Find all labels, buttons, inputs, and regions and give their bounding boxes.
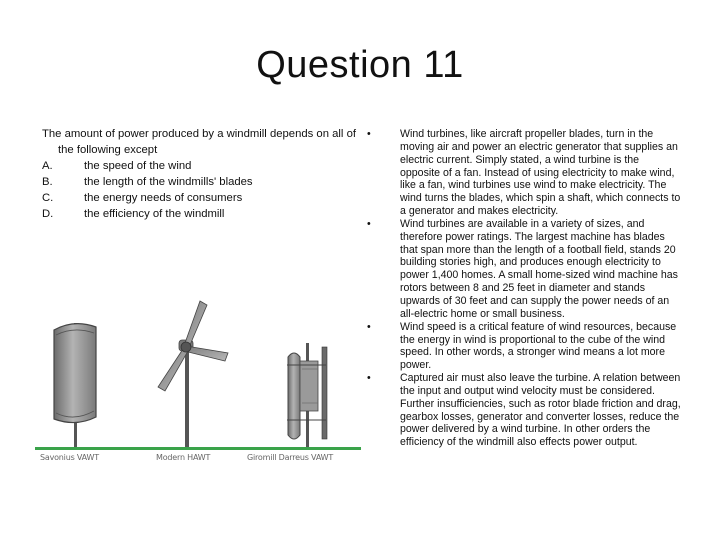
- caption-modern-hawt: Modern HAWT: [156, 453, 211, 462]
- modern-hawt-turbine: [158, 301, 228, 447]
- ground-line: [35, 447, 361, 450]
- bullet-text: Captured air must also leave the turbine. A relation between the input and output wind velocity must be considered. Further insufficiencies, such as rotor blade friction and drag, gearbox losses, generator and converter losses, reduce the power delivered by a wind turbine. In other orders the efficiency of the windmill also effects power output.: [400, 372, 681, 449]
- caption-savonius: Savonius VAWT: [40, 453, 99, 462]
- bullet-dot: •: [367, 320, 371, 333]
- bullet-text: Wind speed is a critical feature of wind resources, because the energy in wind is proportional to the cube of the wind speed. In other words, a stronger wind means a lot more power.: [400, 320, 677, 372]
- bullet-text: Wind turbines are available in a variety of sizes, and therefore power ratings. The largest machine has blades that span more than the length of a football field, stands 20 building stories high, and produces enough electricity to power 1,400 homes. A small home-sized wind machine has rotors between 8 and 25 feet in diameter and stands upwards of 30 feet and can supply the power needs of an all-electric home or small business.: [400, 217, 678, 320]
- bullet-item: [362, 128, 682, 218]
- option-letter: A.: [42, 160, 53, 172]
- bullet-list: [362, 128, 682, 449]
- caption-giromill: Giromill Darreus VAWT: [247, 453, 334, 462]
- option-text: the speed of the wind: [84, 160, 192, 172]
- option-letter: D.: [42, 208, 54, 220]
- bullet-dot: •: [367, 217, 371, 230]
- option-text: the length of the windmills' blades: [84, 176, 253, 188]
- answer-option-b: [42, 174, 362, 190]
- answer-option-a: [42, 158, 362, 174]
- bullet-dot: •: [367, 128, 371, 140]
- bullet-item: [362, 372, 682, 449]
- option-letter: B.: [42, 176, 53, 188]
- answer-option-c: [42, 190, 362, 206]
- slide-title: Question 11: [256, 44, 464, 86]
- option-text: the energy needs of consumers: [84, 192, 243, 204]
- bullet-text: Wind turbines, like aircraft propeller blades, turn in the moving air and power an electric generator that supplies an electric current. Simply stated, a wind turbine is the opposite of a fan. Instead of using electricity to make wind, like a fan, wind turbines use wind to make electricity. The wind turns the blades, which spin a shaft, which connects to a generator and makes electricity.: [400, 128, 681, 218]
- bullet-item: [362, 218, 682, 321]
- bullet-item: [362, 321, 682, 372]
- question-stem: The amount of power produced by a windmill depends on all of the following except: [42, 128, 356, 156]
- option-text: the efficiency of the windmill: [84, 208, 225, 220]
- bullet-dot: •: [367, 372, 371, 385]
- savonius-turbine: [54, 323, 96, 447]
- wind-turbines-illustration: [32, 285, 362, 475]
- option-letter: C.: [42, 192, 54, 204]
- wind-turbine-figure: [32, 285, 362, 475]
- answer-option-d: [42, 206, 362, 222]
- question-block: [42, 126, 362, 222]
- giromill-turbine: [287, 343, 327, 447]
